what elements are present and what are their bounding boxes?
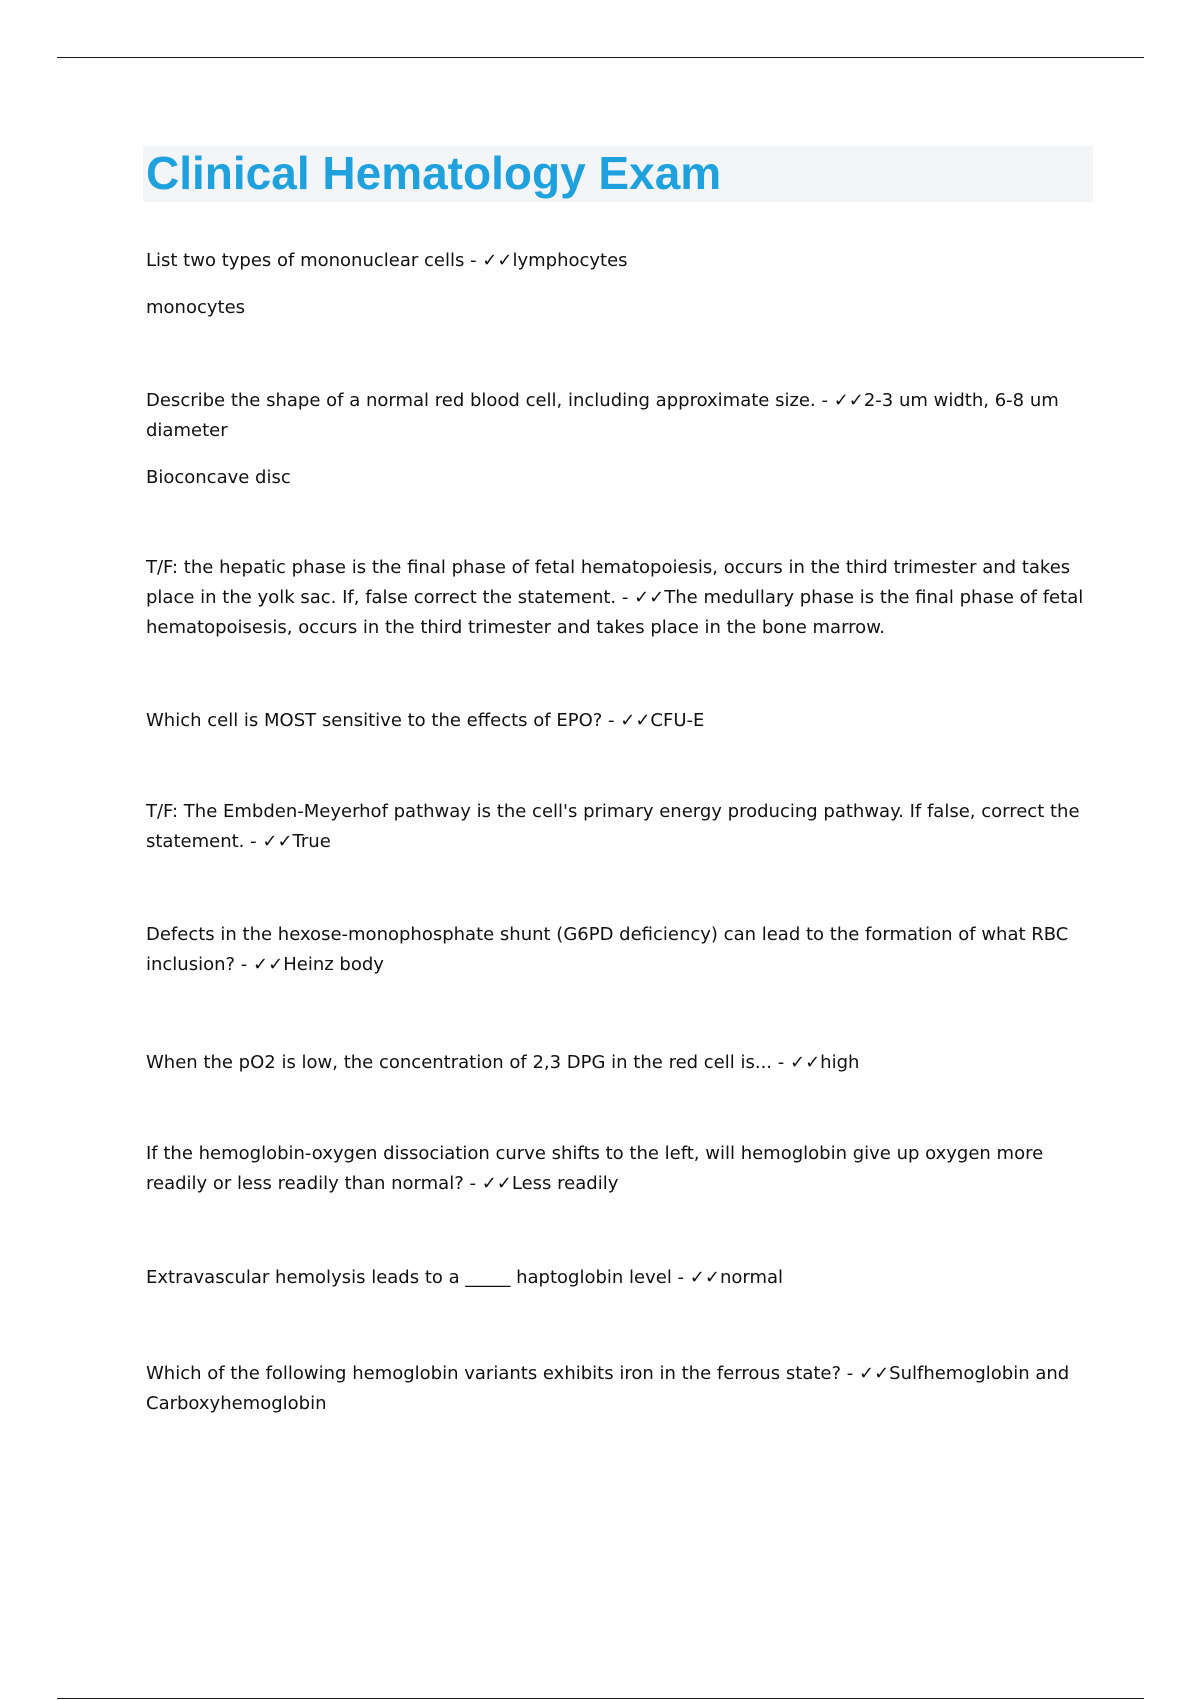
qa-item-10 <box>146 1359 1086 1419</box>
check-icon: ✓✓ <box>482 250 513 271</box>
answer-text: high <box>820 1052 860 1073</box>
answer-text: Sulfhemoglobin and Carboxyhemoglobin <box>146 1363 1070 1414</box>
check-icon: ✓✓ <box>833 390 864 411</box>
separator: - <box>602 710 621 731</box>
top-rule <box>57 57 1144 58</box>
answer-text: Less readily <box>511 1173 619 1194</box>
answer-text: True <box>292 831 331 852</box>
check-icon: ✓✓ <box>689 1267 720 1288</box>
qa-item-2-extra: Bioconcave disc <box>146 467 291 488</box>
qa-item-1-extra: monocytes <box>146 297 246 318</box>
qa-item-2 <box>146 386 1086 446</box>
page-title: Clinical Hematology Exam <box>146 147 722 199</box>
qa-item-5 <box>146 797 1086 857</box>
check-icon: ✓✓ <box>620 710 651 731</box>
separator: - <box>671 1267 690 1288</box>
qa-item-4 <box>146 706 1086 736</box>
question-text: Which cell is MOST sensitive to the effects of EPO? <box>146 710 603 731</box>
question-text: T/F: The Embden-Meyerhof pathway is the cell's primary energy producing pathway. If false, correct the statement. <box>146 801 1080 852</box>
answer-text: Heinz body <box>283 954 384 975</box>
answer-text: 2-3 um width, 6-8 um diameter <box>146 390 1059 441</box>
question-text: Defects in the hexose-monophosphate shunt (G6PD deficiency) can lead to the formation of what RBC inclusion? <box>146 924 1069 975</box>
question-text: Describe the shape of a normal red blood cell, including approximate size. <box>146 390 816 411</box>
check-icon: ✓✓ <box>253 954 284 975</box>
qa-item-7 <box>146 1048 1086 1078</box>
answer-text: CFU-E <box>650 710 705 731</box>
qa-item-6 <box>146 920 1086 980</box>
separator: - <box>244 831 263 852</box>
check-icon: ✓✓ <box>858 1363 890 1384</box>
question-text: If the hemoglobin-oxygen dissociation curve shifts to the left, will hemoglobin give up oxygen more readily or less readily than normal? <box>146 1143 1044 1194</box>
check-icon: ✓✓ <box>481 1173 512 1194</box>
answer-text: normal <box>719 1267 784 1288</box>
qa-item-1 <box>146 246 1086 276</box>
answer-text: The medullary phase is the final phase of fetal hematopoisesis, occurs in the third trimester and takes place in the bone marrow. <box>146 587 1084 638</box>
separator: - <box>464 250 483 271</box>
check-icon: ✓✓ <box>262 831 293 852</box>
separator: - <box>772 1052 790 1073</box>
qa-item-9 <box>146 1263 1086 1293</box>
separator: - <box>815 390 834 411</box>
question-text: Which of the following hemoglobin variants exhibits iron in the ferrous state? <box>146 1363 842 1384</box>
separator: - <box>463 1173 482 1194</box>
question-text: When the pO2 is low, the concentration of 2,3 DPG in the red cell is... <box>146 1052 773 1073</box>
separator: - <box>235 954 254 975</box>
qa-item-3 <box>146 553 1086 643</box>
separator: - <box>616 587 635 608</box>
question-text: List two types of mononuclear cells <box>146 250 465 271</box>
qa-item-8 <box>146 1139 1086 1199</box>
check-icon: ✓✓ <box>634 587 665 608</box>
bottom-rule <box>57 1698 1144 1699</box>
separator: - <box>841 1363 859 1384</box>
answer-text: lymphocytes <box>512 250 628 271</box>
check-icon: ✓✓ <box>789 1052 821 1073</box>
question-text: Extravascular hemolysis leads to a _____ haptoglobin level <box>146 1267 672 1288</box>
question-text: T/F: the hepatic phase is the final phase of fetal hematopoiesis, occurs in the third trimester and takes place in the yolk sac. If, false correct the statement. <box>146 557 1071 608</box>
